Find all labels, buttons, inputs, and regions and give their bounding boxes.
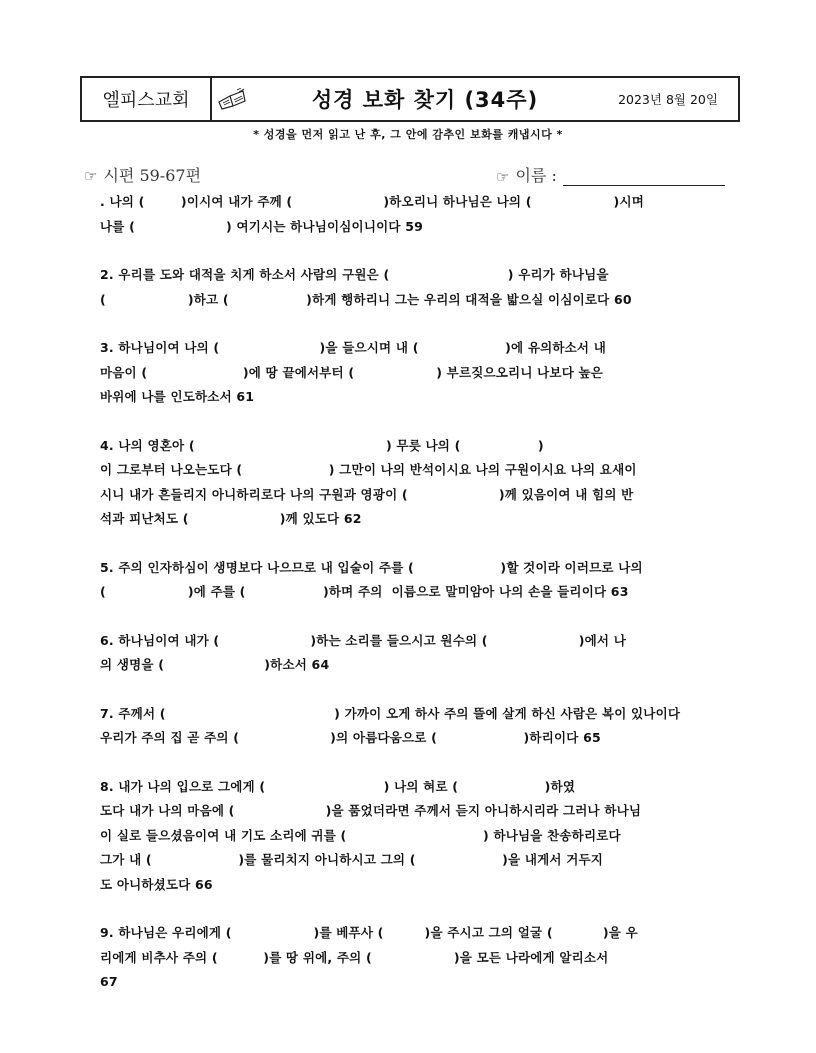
pointing-hand-icon: ☞ <box>496 168 510 186</box>
passage-label: 시편 59-67편 <box>103 166 202 185</box>
question-line: 67 <box>100 974 118 989</box>
meta-row <box>84 163 734 187</box>
question-line: 도 아니하셨도다 66 <box>100 876 213 892</box>
question-line: 나를 ( ) 여기시는 하나님이심이니이다 59 <box>100 218 423 234</box>
name-label: 이름 : <box>515 166 557 185</box>
question-line: 9. 하나님은 우리에게 ( )를 베푸사 ( )을 주시고 그의 얼굴 ( )을 우 <box>100 925 638 940</box>
question-line: ( )하고 ( )하게 행하리니 그는 우리의 대적을 밟으실 이심이로다 60 <box>100 291 632 307</box>
open-book-icon <box>212 78 252 120</box>
name-input-line[interactable] <box>563 167 725 186</box>
question-list <box>100 190 724 1019</box>
question-line: 5. 주의 인자하심이 생명보다 나으므로 내 입술이 주를 ( )할 것이라 이러므로 나의 <box>100 559 643 575</box>
question-line: 6. 하나님이여 내가 ( )하는 소리를 들으시고 원수의 ( )에서 나 <box>100 632 627 648</box>
question-line: 시니 내가 흔들리지 아니하리로다 나의 구원과 영광이 ( )께 있음이여 내 힘의 반 <box>100 486 634 502</box>
question-line: ( )에 주를 ( )하며 주의 이름으로 말미암아 나의 손을 들리이다 63 <box>100 584 629 599</box>
instruction-notice: * 성경을 먼저 읽고 난 후, 그 안에 감추인 보화를 캐냅시다 * <box>253 128 563 141</box>
worksheet-title: 성경 보화 찾기 (34주) <box>311 88 539 112</box>
pointing-hand-icon: ☞ <box>84 167 98 185</box>
church-name: 엘피스교회 <box>82 78 212 120</box>
question-8 <box>100 775 724 898</box>
question-7 <box>100 702 724 751</box>
question-line: 4. 나의 영혼아 ( ) 무릇 나의 ( ) <box>100 437 544 453</box>
worksheet-header <box>80 76 740 122</box>
question-line: 마음이 ( )에 땅 끝에서부터 ( ) 부르짖으오리니 나보다 높은 <box>100 364 604 380</box>
question-line: 바위에 나를 인도하소서 61 <box>100 389 255 404</box>
question-line: 7. 주께서 ( ) 가까이 오게 하사 주의 뜰에 살게 하신 사람은 복이 있나이다 <box>100 705 681 721</box>
question-2 <box>100 263 724 312</box>
worksheet-date: 2023년 8월 20일 <box>618 92 718 107</box>
question-9 <box>100 921 724 995</box>
question-line: 우리가 주의 집 곧 주의 ( )의 아름다움으로 ( )하리이다 65 <box>100 730 601 745</box>
question-3 <box>100 336 724 410</box>
question-line: 이 그로부터 나오는도다 ( ) 그만이 나의 반석이시요 나의 구원이시요 나의 요새이 <box>100 462 637 477</box>
question-line: 이 실로 들으셨음이여 내 기도 소리에 귀를 ( ) 하나님을 찬송하리로다 <box>100 827 621 843</box>
question-line: 도다 내가 나의 마음에 ( )을 품었더라면 주께서 듣지 아니하시리라 그러나 하나님 <box>100 803 642 818</box>
question-line: 2. 우리를 도와 대적을 치게 하소서 사람의 구원은 ( ) 우리가 하나님을 <box>100 267 609 282</box>
question-line: 8. 내가 나의 입으로 그에게 ( ) 나의 혀로 ( )하였 <box>100 778 576 794</box>
question-line: 3. 하나님이여 나의 ( )을 들으시며 내 ( )에 유의하소서 내 <box>100 340 607 355</box>
question-5 <box>100 556 724 605</box>
question-4 <box>100 434 724 532</box>
passage-reference <box>84 163 201 186</box>
question-line: 그가 내 ( )를 물리치지 아니하시고 그의 ( )을 내게서 거두지 <box>100 852 604 867</box>
question-line: 리에게 비추사 주의 ( )를 땅 위에, 주의 ( )을 모든 나라에게 알리소서 <box>100 949 609 965</box>
question-1 <box>100 190 724 239</box>
question-6 <box>100 629 724 678</box>
question-line: 의 생명을 ( )하소서 64 <box>100 657 330 672</box>
question-line: . 나의 ( )이시여 내가 주께 ( )하오리니 하나님은 나의 ( )시며 <box>100 194 644 209</box>
name-field <box>496 163 725 186</box>
question-line: 석과 피난처도 ( )께 있도다 62 <box>100 511 362 526</box>
